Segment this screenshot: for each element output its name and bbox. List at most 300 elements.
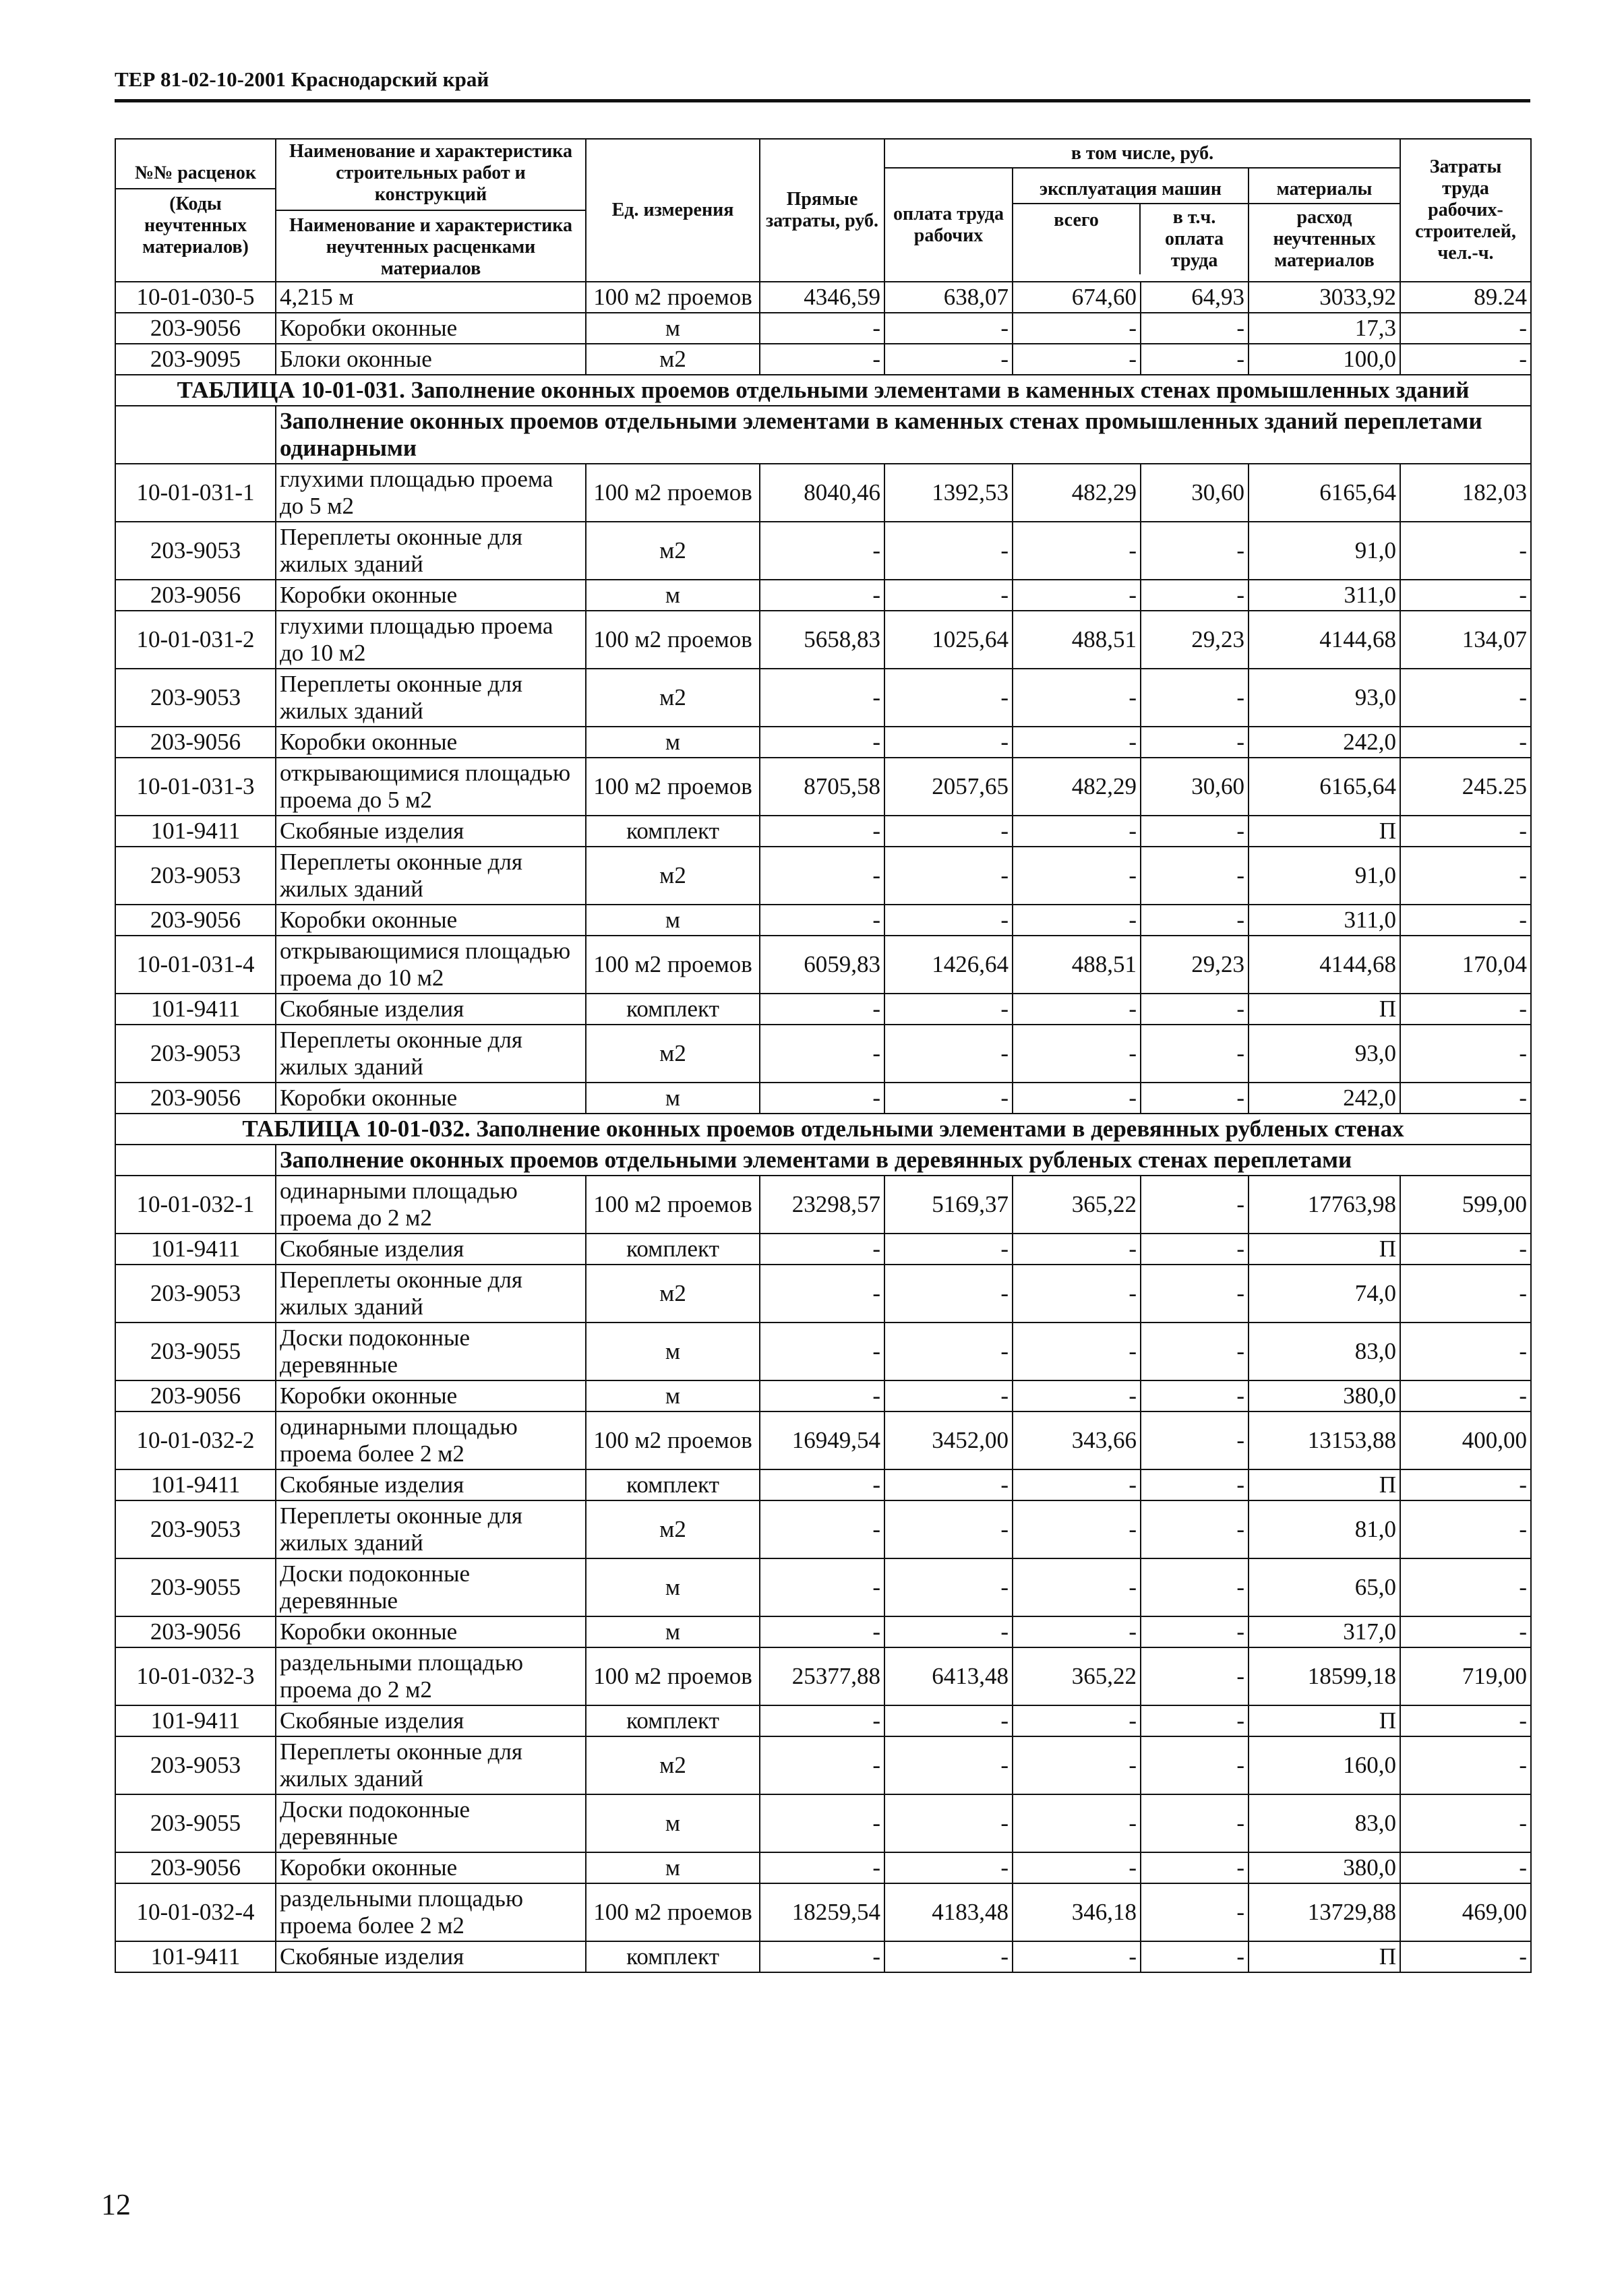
labor-pay: - <box>884 994 1013 1025</box>
direct-costs: 23298,57 <box>760 1176 884 1234</box>
rate-code: 101-9411 <box>115 1469 276 1500</box>
materials: 4144,68 <box>1249 936 1400 994</box>
materials: 18599,18 <box>1249 1647 1400 1705</box>
machine-cost: - <box>1013 994 1141 1025</box>
materials: 93,0 <box>1249 669 1400 727</box>
machine-cost: - <box>1013 1794 1141 1852</box>
labor-pay: - <box>884 580 1013 611</box>
table-row <box>115 1883 1531 1941</box>
header-unit: Ед. измерения <box>586 139 760 282</box>
labor-hours: - <box>1400 905 1531 936</box>
direct-costs: - <box>760 1083 884 1114</box>
labor-hours: - <box>1400 1736 1531 1794</box>
materials: П <box>1249 1234 1400 1265</box>
labor-pay: - <box>884 1323 1013 1380</box>
machine-labor-pay: - <box>1141 847 1249 905</box>
labor-hours: - <box>1400 313 1531 344</box>
table-row <box>115 669 1531 727</box>
materials: П <box>1249 1941 1400 1972</box>
unit: комплект <box>586 994 760 1025</box>
rate-code: 203-9053 <box>115 1736 276 1794</box>
labor-hours: - <box>1400 1500 1531 1558</box>
rate-code: 203-9056 <box>115 905 276 936</box>
item-name: Скобяные изделия <box>276 1941 586 1972</box>
direct-costs: - <box>760 1265 884 1323</box>
materials: 93,0 <box>1249 1025 1400 1083</box>
direct-costs: - <box>760 1705 884 1736</box>
direct-costs: - <box>760 522 884 580</box>
machine-cost: - <box>1013 1469 1141 1500</box>
direct-costs: - <box>760 1794 884 1852</box>
unit: м <box>586 580 760 611</box>
machine-cost: - <box>1013 727 1141 758</box>
machine-labor-pay: - <box>1141 1941 1249 1972</box>
materials: 242,0 <box>1249 1083 1400 1114</box>
table-row <box>115 611 1531 669</box>
unit: 100 м2 проемов <box>586 936 760 994</box>
table-row <box>115 1616 1531 1647</box>
labor-pay: - <box>884 1083 1013 1114</box>
rate-code: 203-9056 <box>115 1380 276 1411</box>
unit: 100 м2 проемов <box>586 282 760 313</box>
direct-costs: - <box>760 580 884 611</box>
table-row <box>115 1558 1531 1616</box>
machine-cost: - <box>1013 1736 1141 1794</box>
table-row <box>115 1411 1531 1469</box>
materials: 83,0 <box>1249 1794 1400 1852</box>
machine-labor-pay: - <box>1141 1852 1249 1883</box>
materials: 17763,98 <box>1249 1176 1400 1234</box>
materials: 3033,92 <box>1249 282 1400 313</box>
item-name: одинарными площадью проема более 2 м2 <box>276 1411 586 1469</box>
machine-labor-pay: - <box>1141 1647 1249 1705</box>
table-body <box>115 282 1531 1972</box>
labor-hours: - <box>1400 816 1531 847</box>
table-row <box>115 936 1531 994</box>
machine-labor-pay: - <box>1141 1411 1249 1469</box>
table-row <box>115 1736 1531 1794</box>
unit: м <box>586 905 760 936</box>
table-row <box>115 816 1531 847</box>
materials: 4144,68 <box>1249 611 1400 669</box>
machine-labor-pay: - <box>1141 669 1249 727</box>
machine-labor-pay: - <box>1141 1705 1249 1736</box>
direct-costs: - <box>760 994 884 1025</box>
labor-hours: - <box>1400 1025 1531 1083</box>
machine-labor-pay: 29,23 <box>1141 611 1249 669</box>
table-row <box>115 758 1531 816</box>
labor-hours: - <box>1400 1234 1531 1265</box>
direct-costs: - <box>760 816 884 847</box>
table-row <box>115 1176 1531 1234</box>
header-labor-pay: оплата труда рабочих <box>884 168 1013 282</box>
item-name: открывающимися площадью проема до 10 м2 <box>276 936 586 994</box>
machine-labor-pay: 29,23 <box>1141 936 1249 994</box>
rate-code: 10-01-032-3 <box>115 1647 276 1705</box>
unit: м2 <box>586 1500 760 1558</box>
item-name: Скобяные изделия <box>276 1234 586 1265</box>
header-labor-cost: Затраты труда рабочих-строителей, чел.-ч. <box>1400 139 1531 282</box>
header-direct-costs: Прямые затраты, руб. <box>760 139 884 282</box>
page-number: 12 <box>101 2188 131 2221</box>
direct-costs: 25377,88 <box>760 1647 884 1705</box>
materials: 6165,64 <box>1249 464 1400 522</box>
labor-pay: - <box>884 816 1013 847</box>
machine-cost: 482,29 <box>1013 758 1141 816</box>
labor-hours: - <box>1400 1323 1531 1380</box>
labor-hours: 134,07 <box>1400 611 1531 669</box>
rate-code: 101-9411 <box>115 994 276 1025</box>
rate-code: 10-01-030-5 <box>115 282 276 313</box>
machine-cost: 343,66 <box>1013 1411 1141 1469</box>
header-rule <box>115 99 1530 102</box>
machine-cost: - <box>1013 1380 1141 1411</box>
unit: м <box>586 1794 760 1852</box>
unit: 100 м2 проемов <box>586 1883 760 1941</box>
rate-code: 10-01-032-1 <box>115 1176 276 1234</box>
header-machines-labor: в т.ч. оплата труда <box>1164 206 1224 271</box>
materials: П <box>1249 816 1400 847</box>
labor-pay: 3452,00 <box>884 1411 1013 1469</box>
machine-cost: 488,51 <box>1013 936 1141 994</box>
direct-costs: - <box>760 1852 884 1883</box>
machine-labor-pay: - <box>1141 1380 1249 1411</box>
rate-code: 203-9055 <box>115 1323 276 1380</box>
labor-pay: 6413,48 <box>884 1647 1013 1705</box>
machine-labor-pay: - <box>1141 905 1249 936</box>
unit: м <box>586 1616 760 1647</box>
machine-cost: - <box>1013 1025 1141 1083</box>
materials: 317,0 <box>1249 1616 1400 1647</box>
materials: 242,0 <box>1249 727 1400 758</box>
machine-labor-pay: - <box>1141 727 1249 758</box>
running-header: ТЕР 81-02-10-2001 Краснодарский край <box>115 67 489 91</box>
rate-code: 10-01-031-3 <box>115 758 276 816</box>
labor-hours: - <box>1400 1616 1531 1647</box>
direct-costs: - <box>760 669 884 727</box>
unit: 100 м2 проемов <box>586 1176 760 1234</box>
labor-pay: 5169,37 <box>884 1176 1013 1234</box>
unit: м2 <box>586 1736 760 1794</box>
machine-cost: - <box>1013 669 1141 727</box>
labor-pay: - <box>884 1941 1013 1972</box>
header-machines-total: всего <box>1013 204 1141 274</box>
machine-labor-pay: - <box>1141 522 1249 580</box>
machine-cost: - <box>1013 1234 1141 1265</box>
rates-table <box>115 138 1532 1973</box>
direct-costs: - <box>760 1025 884 1083</box>
item-name: Скобяные изделия <box>276 1469 586 1500</box>
table-subheading <box>115 1145 1531 1176</box>
labor-pay: 1426,64 <box>884 936 1013 994</box>
item-name: Коробки оконные <box>276 905 586 936</box>
item-name: Коробки оконные <box>276 1083 586 1114</box>
labor-hours: - <box>1400 669 1531 727</box>
table-row <box>115 1234 1531 1265</box>
machine-labor-pay: - <box>1141 1176 1249 1234</box>
direct-costs: 18259,54 <box>760 1883 884 1941</box>
labor-pay: 4183,48 <box>884 1883 1013 1941</box>
labor-hours: - <box>1400 1469 1531 1500</box>
labor-hours: - <box>1400 1380 1531 1411</box>
machine-cost: - <box>1013 313 1141 344</box>
labor-hours: 89.24 <box>1400 282 1531 313</box>
direct-costs: - <box>760 1558 884 1616</box>
labor-pay: - <box>884 1265 1013 1323</box>
item-name: Коробки оконные <box>276 727 586 758</box>
rate-code: 203-9053 <box>115 669 276 727</box>
machine-labor-pay: - <box>1141 994 1249 1025</box>
unit: м2 <box>586 1265 760 1323</box>
labor-pay: - <box>884 522 1013 580</box>
materials: 13729,88 <box>1249 1883 1400 1941</box>
labor-pay: - <box>884 1380 1013 1411</box>
labor-pay: - <box>884 1852 1013 1883</box>
machine-labor-pay: 64,93 <box>1141 282 1249 313</box>
direct-costs: - <box>760 1234 884 1265</box>
labor-hours: 469,00 <box>1400 1883 1531 1941</box>
direct-costs: - <box>760 1736 884 1794</box>
table-row <box>115 727 1531 758</box>
materials: 380,0 <box>1249 1852 1400 1883</box>
rate-code: 10-01-031-4 <box>115 936 276 994</box>
empty-cell <box>115 1145 276 1176</box>
direct-costs: - <box>760 1323 884 1380</box>
machine-labor-pay: - <box>1141 1616 1249 1647</box>
machine-cost: - <box>1013 1558 1141 1616</box>
item-name: Переплеты оконные для жилых зданий <box>276 1025 586 1083</box>
machine-cost: - <box>1013 1941 1141 1972</box>
rate-code: 203-9055 <box>115 1794 276 1852</box>
rate-code: 101-9411 <box>115 1705 276 1736</box>
machine-labor-pay: - <box>1141 1794 1249 1852</box>
item-name: раздельными площадью проема до 2 м2 <box>276 1647 586 1705</box>
labor-pay: - <box>884 669 1013 727</box>
materials: 100,0 <box>1249 344 1400 375</box>
labor-hours: - <box>1400 1083 1531 1114</box>
item-name: Переплеты оконные для жилых зданий <box>276 847 586 905</box>
machine-cost: 346,18 <box>1013 1883 1141 1941</box>
item-name: Коробки оконные <box>276 313 586 344</box>
direct-costs: 4346,59 <box>760 282 884 313</box>
unit: комплект <box>586 1234 760 1265</box>
item-name: глухими площадью проема до 5 м2 <box>276 464 586 522</box>
unit: комплект <box>586 1705 760 1736</box>
table-row <box>115 313 1531 344</box>
machine-labor-pay: - <box>1141 1558 1249 1616</box>
machine-labor-pay: - <box>1141 1500 1249 1558</box>
labor-hours: 245.25 <box>1400 758 1531 816</box>
table-section-title <box>115 1114 1531 1145</box>
unit: м <box>586 1852 760 1883</box>
machine-cost: 482,29 <box>1013 464 1141 522</box>
rate-code: 203-9053 <box>115 1500 276 1558</box>
subheading-text: Заполнение оконных проемов отдельными элементами в каменных стенах промышленных зданий переплетами одинарными <box>276 406 1531 464</box>
rate-code: 203-9056 <box>115 727 276 758</box>
unit: м <box>586 1558 760 1616</box>
machine-cost: 674,60 <box>1013 282 1141 313</box>
item-name: 4,215 м <box>276 282 586 313</box>
table-row <box>115 344 1531 375</box>
rate-code: 101-9411 <box>115 1234 276 1265</box>
labor-pay: 638,07 <box>884 282 1013 313</box>
rate-code: 203-9056 <box>115 1852 276 1883</box>
labor-pay: - <box>884 1616 1013 1647</box>
materials: 13153,88 <box>1249 1411 1400 1469</box>
table-row <box>115 1794 1531 1852</box>
labor-pay: 1025,64 <box>884 611 1013 669</box>
machine-cost: - <box>1013 522 1141 580</box>
table-row <box>115 905 1531 936</box>
direct-costs: - <box>760 344 884 375</box>
machine-labor-pay: - <box>1141 816 1249 847</box>
direct-costs: 6059,83 <box>760 936 884 994</box>
labor-hours: - <box>1400 727 1531 758</box>
labor-pay: - <box>884 1469 1013 1500</box>
materials: П <box>1249 994 1400 1025</box>
labor-hours: 170,04 <box>1400 936 1531 994</box>
materials: 81,0 <box>1249 1500 1400 1558</box>
materials: 74,0 <box>1249 1265 1400 1323</box>
rate-code: 203-9056 <box>115 580 276 611</box>
table-row <box>115 1941 1531 1972</box>
table-row <box>115 1705 1531 1736</box>
header-machines: эксплуатация машин всего в т.ч. оплата труда <box>1013 168 1249 282</box>
machine-labor-pay: - <box>1141 1469 1249 1500</box>
machine-cost: - <box>1013 344 1141 375</box>
table-header <box>115 139 1531 282</box>
machine-cost: - <box>1013 1323 1141 1380</box>
unit: комплект <box>586 1469 760 1500</box>
subheading-text: Заполнение оконных проемов отдельными элементами в деревянных рубленых стенах переплетами <box>276 1145 1531 1176</box>
unit: м2 <box>586 522 760 580</box>
labor-pay: - <box>884 1736 1013 1794</box>
labor-hours: - <box>1400 1852 1531 1883</box>
machine-cost: 488,51 <box>1013 611 1141 669</box>
table-row <box>115 522 1531 580</box>
materials: 83,0 <box>1249 1323 1400 1380</box>
machine-labor-pay: - <box>1141 1323 1249 1380</box>
machine-labor-pay: - <box>1141 344 1249 375</box>
header-materials: материалы расход неучтенных материалов <box>1249 168 1400 282</box>
item-name: Скобяные изделия <box>276 816 586 847</box>
labor-hours: - <box>1400 1558 1531 1616</box>
rate-code: 101-9411 <box>115 816 276 847</box>
unit: комплект <box>586 1941 760 1972</box>
machine-cost: 365,22 <box>1013 1176 1141 1234</box>
direct-costs: - <box>760 905 884 936</box>
rate-code: 203-9095 <box>115 344 276 375</box>
labor-pay: - <box>884 1794 1013 1852</box>
labor-hours: - <box>1400 1794 1531 1852</box>
table-row <box>115 282 1531 313</box>
labor-pay: 2057,65 <box>884 758 1013 816</box>
direct-costs: - <box>760 847 884 905</box>
labor-pay: - <box>884 727 1013 758</box>
machine-labor-pay: - <box>1141 1025 1249 1083</box>
table-row <box>115 1380 1531 1411</box>
item-name: Переплеты оконные для жилых зданий <box>276 669 586 727</box>
machine-cost: - <box>1013 816 1141 847</box>
item-name: Скобяные изделия <box>276 994 586 1025</box>
labor-pay: - <box>884 1705 1013 1736</box>
section-title: ТАБЛИЦА 10-01-031. Заполнение оконных проемов отдельными элементами в каменных стенах промышленных зданий <box>115 375 1531 406</box>
labor-hours: - <box>1400 994 1531 1025</box>
empty-cell <box>115 406 276 464</box>
labor-hours: - <box>1400 344 1531 375</box>
machine-cost: - <box>1013 1083 1141 1114</box>
unit: м <box>586 1083 760 1114</box>
labor-pay: - <box>884 344 1013 375</box>
item-name: раздельными площадью проема более 2 м2 <box>276 1883 586 1941</box>
materials: 65,0 <box>1249 1558 1400 1616</box>
rate-code: 203-9055 <box>115 1558 276 1616</box>
labor-hours: - <box>1400 1705 1531 1736</box>
labor-hours: 719,00 <box>1400 1647 1531 1705</box>
table-row <box>115 1083 1531 1114</box>
labor-pay: - <box>884 1500 1013 1558</box>
machine-cost: - <box>1013 580 1141 611</box>
item-name: Коробки оконные <box>276 1852 586 1883</box>
unit: 100 м2 проемов <box>586 1647 760 1705</box>
machine-labor-pay: - <box>1141 313 1249 344</box>
unit: 100 м2 проемов <box>586 464 760 522</box>
materials: 6165,64 <box>1249 758 1400 816</box>
labor-hours: - <box>1400 580 1531 611</box>
table-row <box>115 1469 1531 1500</box>
labor-hours: - <box>1400 847 1531 905</box>
table-row <box>115 1647 1531 1705</box>
unit: м <box>586 727 760 758</box>
table-row <box>115 847 1531 905</box>
table-row <box>115 1025 1531 1083</box>
materials: П <box>1249 1469 1400 1500</box>
table-row <box>115 1500 1531 1558</box>
direct-costs: - <box>760 1500 884 1558</box>
machine-cost: - <box>1013 1265 1141 1323</box>
direct-costs: - <box>760 1380 884 1411</box>
item-name: Коробки оконные <box>276 1380 586 1411</box>
rate-code: 203-9056 <box>115 1616 276 1647</box>
machine-cost: 365,22 <box>1013 1647 1141 1705</box>
table-row <box>115 1852 1531 1883</box>
item-name: Доски подоконные деревянные <box>276 1794 586 1852</box>
machine-labor-pay: - <box>1141 1083 1249 1114</box>
labor-hours: - <box>1400 522 1531 580</box>
labor-pay: - <box>884 905 1013 936</box>
labor-hours: 182,03 <box>1400 464 1531 522</box>
table-row <box>115 1323 1531 1380</box>
machine-labor-pay: 30,60 <box>1141 464 1249 522</box>
materials: 311,0 <box>1249 905 1400 936</box>
machine-labor-pay: - <box>1141 1736 1249 1794</box>
direct-costs: - <box>760 1469 884 1500</box>
unit: 100 м2 проемов <box>586 758 760 816</box>
labor-hours: - <box>1400 1265 1531 1323</box>
machine-labor-pay: - <box>1141 1265 1249 1323</box>
rate-code: 10-01-031-2 <box>115 611 276 669</box>
materials: 91,0 <box>1249 522 1400 580</box>
header-code: №№ расценок (Коды неучтенных материалов) <box>115 139 276 282</box>
item-name: Переплеты оконные для жилых зданий <box>276 522 586 580</box>
machine-cost: - <box>1013 1705 1141 1736</box>
item-name: глухими площадью проема до 10 м2 <box>276 611 586 669</box>
table-row <box>115 464 1531 522</box>
direct-costs: 8040,46 <box>760 464 884 522</box>
labor-pay: - <box>884 1558 1013 1616</box>
item-name: Коробки оконные <box>276 1616 586 1647</box>
materials: 91,0 <box>1249 847 1400 905</box>
